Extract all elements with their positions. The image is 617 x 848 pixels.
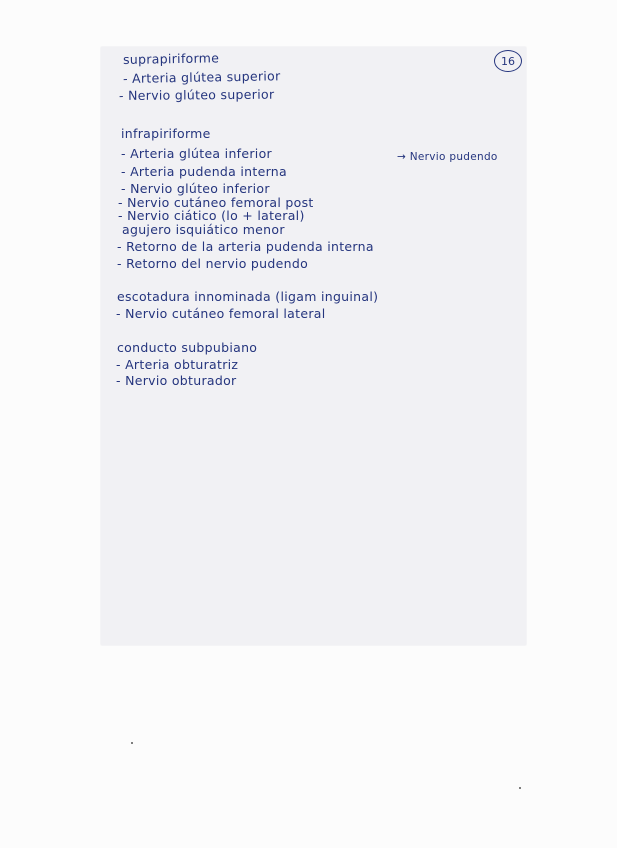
note-line: - Nervio glúteo inferior [121, 181, 270, 196]
scan-speck [519, 787, 521, 789]
heading-agujero-isquiatico: agujero isquiático menor [122, 222, 285, 237]
page-number-circle [494, 50, 522, 72]
side-note: → Nervio pudendo [397, 151, 498, 163]
note-line: - Retorno de la arteria pudenda interna [117, 239, 374, 254]
note-line: - Nervio obturador [116, 373, 237, 388]
note-line: - Retorno del nervio pudendo [117, 256, 309, 271]
note-line: - Arteria glútea inferior [121, 146, 272, 161]
heading-suprapiriforme: suprapiriforme [122, 50, 220, 67]
scan-speck [131, 742, 133, 744]
note-line: - Nervio cutáneo femoral post [118, 195, 314, 210]
heading-infrapiriforme: infrapiriforme [121, 126, 211, 141]
heading-conducto-subpubiano: conducto subpubiano [117, 340, 258, 355]
note-line: - Nervio cutáneo femoral lateral [116, 306, 326, 321]
heading-escotadura: escotadura innominada (ligam inguinal) [117, 289, 379, 304]
note-line: - Arteria obturatriz [116, 357, 239, 372]
note-line: - Nervio glúteo superior [118, 86, 275, 103]
page-number: 16 [501, 54, 515, 68]
note-line: - Arteria pudenda interna [121, 164, 287, 179]
note-line: - Nervio ciático (lo + lateral) [118, 208, 305, 223]
note-line: - Arteria glútea superior [122, 68, 281, 86]
